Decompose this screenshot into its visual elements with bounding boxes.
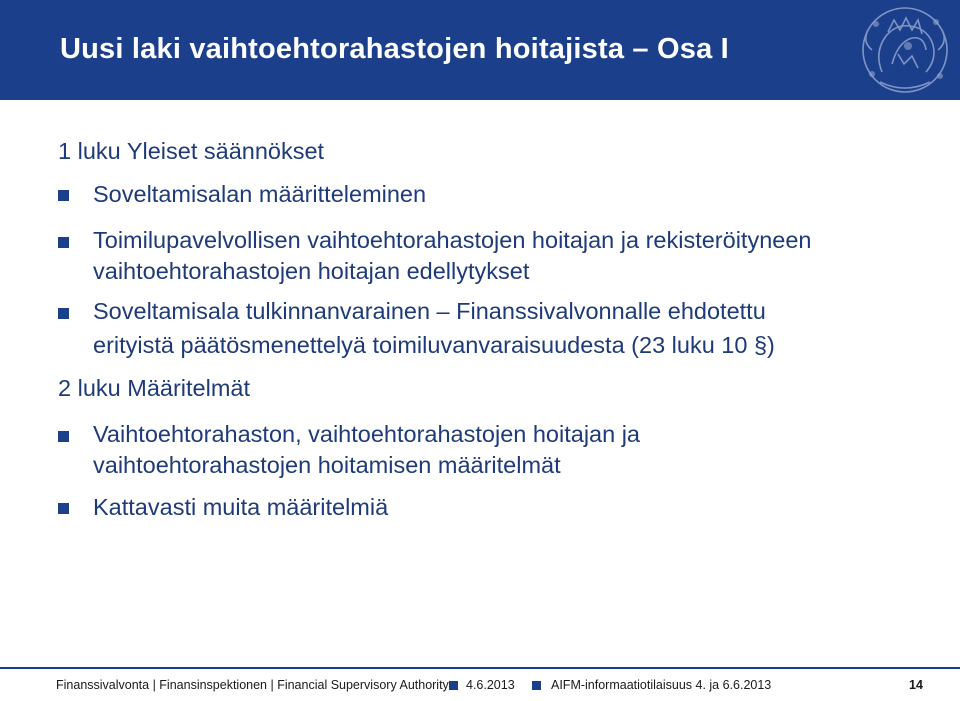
- title-bar: [0, 0, 960, 100]
- bullet-2-line-2: vaihtoehtorahastojen hoitajan edellytykset: [93, 258, 530, 284]
- page-number: 14: [909, 678, 923, 692]
- bullet-3-line-1: Soveltamisala tulkinnanvarainen – Finanssivalvonnalle ehdotettu: [93, 298, 766, 324]
- bullet-4-line-2: vaihtoehtorahastojen hoitamisen määritelmät: [93, 452, 561, 478]
- bullet-icon: [58, 308, 69, 319]
- bullet-2-line-1: Toimilupavelvollisen vaihtoehtorahastojen hoitajan ja rekisteröityneen: [93, 227, 812, 253]
- bullet-icon: [58, 431, 69, 442]
- bullet-icon: [58, 190, 69, 201]
- bullet-icon: [58, 237, 69, 248]
- bullet-1-line-1: Soveltamisalan määritteleminen: [93, 181, 427, 207]
- lion-emblem-icon: [852, 2, 958, 98]
- footer-separator-icon: [532, 681, 541, 690]
- footer-separator-icon: [449, 681, 458, 690]
- bullet-5-line-1: Kattavasti muita määritelmiä: [93, 494, 389, 520]
- section-heading-1: 1 luku Yleiset säännökset: [58, 138, 325, 164]
- section-heading-2: 2 luku Määritelmät: [58, 375, 250, 401]
- footer-event: AIFM-informaatiotilaisuus 4. ja 6.6.2013: [551, 678, 772, 692]
- slide-title: Uusi laki vaihtoehtorahastojen hoitajista – Osa I: [60, 33, 729, 65]
- footer-org: Finanssivalvonta | Finansinspektionen | Financial Supervisory Authority: [56, 678, 449, 692]
- footer-date: 4.6.2013: [466, 678, 515, 692]
- bullet-icon: [58, 503, 69, 514]
- bullet-4-line-1: Vaihtoehtorahaston, vaihtoehtorahastojen hoitajan ja: [93, 421, 640, 447]
- slide-footer: [0, 667, 960, 701]
- bullet-3-line-2: erityistä päätösmenettelyä toimiluvanvaraisuudesta (23 luku 10 §): [93, 332, 775, 358]
